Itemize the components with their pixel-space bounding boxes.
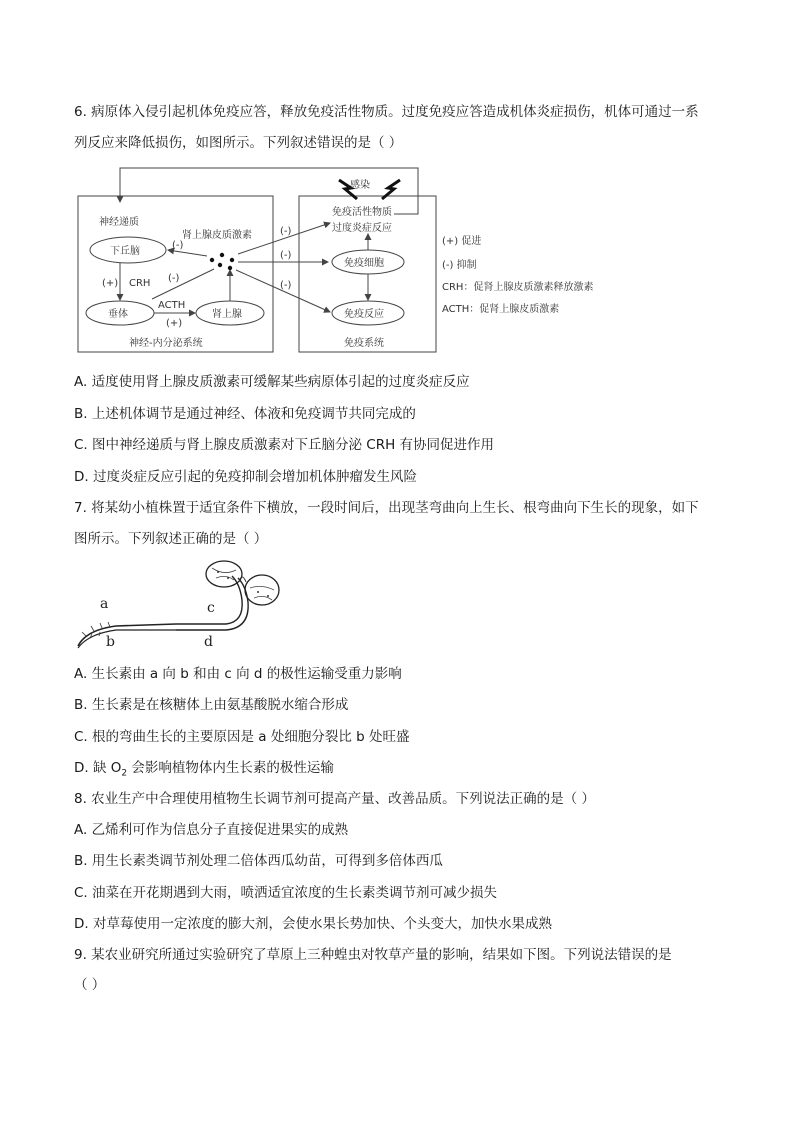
q7-option-d: D. 缺 $O_2$ 会影响植物体内生长素的极性运输 xyxy=(74,760,334,779)
label-d: d xyxy=(204,634,213,650)
hypothalamus-node: 下丘脑 xyxy=(110,246,140,257)
q8-option-d: D. 对草莓使用一定浓度的膨大剂，会使水果长势加快、个头变大，加快水果成熟 xyxy=(74,916,552,932)
q8-option-a: A. 乙烯利可作为信息分子直接促进果实的成熟 xyxy=(74,822,349,838)
q6-option-a: A. 适度使用肾上腺皮质激素可缓解某些病原体引起的过度炎症反应 xyxy=(74,374,470,390)
svg-text:(-): (-) xyxy=(280,250,292,261)
q7-option-a: A. 生长素由 a 向 b 和由 c 向 d 的极性运输受重力影响 xyxy=(74,666,402,682)
q7-seedling-figure xyxy=(76,560,296,656)
q8-option-b: B. 用生长素类调节剂处理二倍体西瓜幼苗，可得到多倍体西瓜 xyxy=(74,853,443,869)
acth-label: ACTH xyxy=(158,300,186,311)
legend-crh: CRH：促肾上腺皮质激素释放激素 xyxy=(442,282,594,293)
immune-active-substance-label: 免疫活性物质 xyxy=(332,207,392,218)
legend-acth: ACTH：促肾上腺皮质激素 xyxy=(442,304,560,315)
immune-system-label: 免疫系统 xyxy=(344,338,384,349)
immune-response-node: 免疫反应 xyxy=(344,309,384,320)
q6-stem-line1: 6. 病原体入侵引起机体免疫应答，释放免疫活性物质。过度免疫应答造成机体炎症损伤，机体可通过一系 xyxy=(74,104,699,120)
legend-inhibit: (-) 抑制 xyxy=(442,260,477,271)
neurotransmitter-label: 神经递质 xyxy=(99,217,139,228)
immune-cells-node: 免疫细胞 xyxy=(344,258,384,269)
q8-option-c: C. 油菜在开花期遇到大雨，喷洒适宜浓度的生长素类调节剂可减少损失 xyxy=(74,885,498,901)
q7-option-b: B. 生长素是在核糖体上由氨基酸脱水缩合形成 xyxy=(74,697,349,713)
q9-stem-line2: （ ） xyxy=(74,977,106,993)
neural-endocrine-system-label: 神经-内分泌系统 xyxy=(129,338,203,349)
svg-text:(-): (-) xyxy=(280,226,292,237)
crh-label: CRH xyxy=(129,278,151,289)
q9-stem-line1: 9. 某农业研究所通过实验研究了草原上三种蝗虫对牧草产量的影响，结果如下图。下列说法错误的是 xyxy=(74,947,672,963)
q7-stem-line1: 7. 将某幼小植株置于适宜条件下横放，一段时间后，出现茎弯曲向上生长、根弯曲向下生长的现象，如下 xyxy=(74,500,699,516)
infection-label: 感染 xyxy=(350,180,370,191)
q6-stem-line2: 列反应来降低损伤，如图所示。下列叙述错误的是（ ） xyxy=(74,135,403,151)
svg-text:(-): (-) xyxy=(168,273,180,284)
excess-inflammation-label: 过度炎症反应 xyxy=(332,223,392,234)
q7-option-c: C. 根的弯曲生长的主要原因是 a 处细胞分裂比 b 处旺盛 xyxy=(74,729,410,745)
q6-option-b: B. 上述机体调节是通过神经、体液和免疫调节共同完成的 xyxy=(74,406,416,422)
svg-text:(+): (+) xyxy=(166,318,183,329)
q6-option-c: C. 图中神经递质与肾上腺皮质激素对下丘脑分泌 CRH 有协同促进作用 xyxy=(74,437,495,453)
pituitary-node: 垂体 xyxy=(108,309,128,320)
adrenal-cortex-hormone-label: 肾上腺皮质激素 xyxy=(182,230,252,241)
q8-stem: 8. 农业生产中合理使用植物生长调节剂可提高产量、改善品质。下列说法正确的是（ ） xyxy=(74,791,595,807)
adrenal-node: 肾上腺 xyxy=(212,309,242,320)
svg-text:(-): (-) xyxy=(280,280,292,291)
svg-text:(+): (+) xyxy=(102,278,119,289)
q6-option-d: D. 过度炎症反应引起的免疫抑制会增加机体肿瘤发生风险 xyxy=(74,469,417,485)
label-b: b xyxy=(106,634,115,650)
label-a: a xyxy=(100,596,109,612)
label-c: c xyxy=(207,600,215,616)
legend-promote: (+) 促进 xyxy=(442,236,482,247)
q6-diagram xyxy=(74,162,634,357)
q7-stem-line2: 图所示。下列叙述正确的是（ ） xyxy=(74,531,268,547)
svg-text:(-): (-) xyxy=(172,240,184,251)
